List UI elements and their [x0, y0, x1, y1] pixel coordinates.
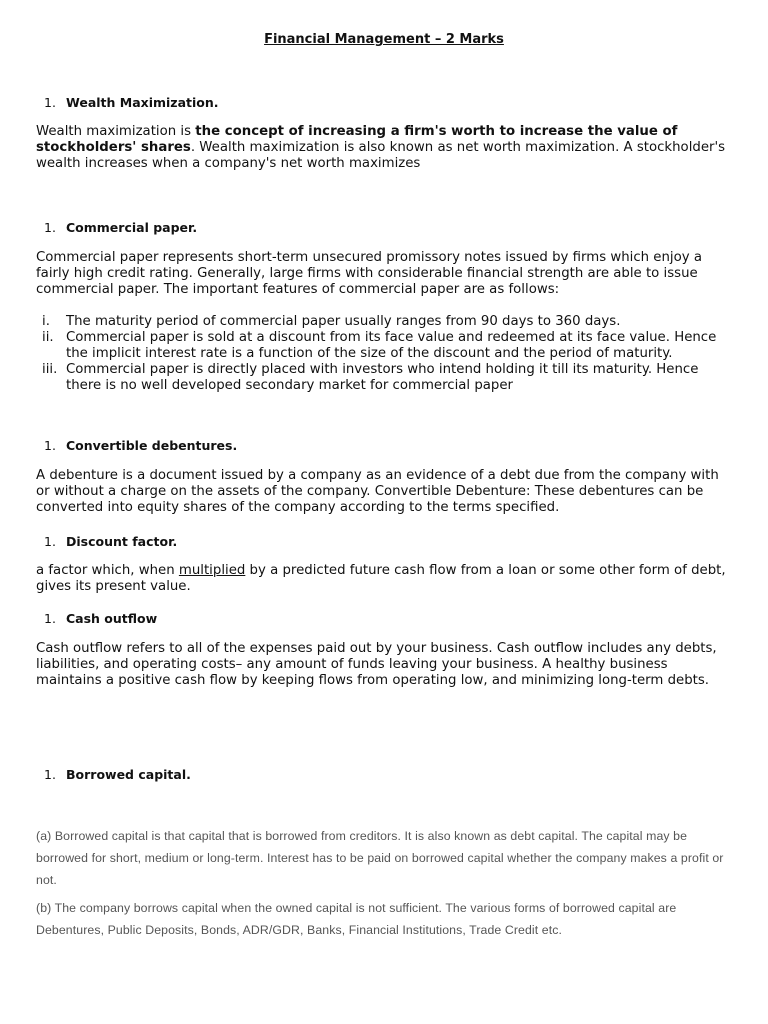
heading-text: Wealth Maximization. — [66, 95, 219, 110]
heading-convertible-debentures — [44, 438, 237, 454]
paragraph-text: Wealth maximization is — [36, 124, 196, 139]
heading-discount-factor — [44, 534, 177, 550]
paragraph-wealth-maximization — [36, 124, 736, 172]
list-item-text: The maturity period of commercial paper usually ranges from 90 days to 360 days. — [66, 314, 621, 329]
heading-number: 1. — [44, 767, 56, 782]
list-item — [36, 362, 736, 394]
paragraph-cash-outflow: Cash outflow refers to all of the expenses paid out by your business. Cash outflow includes any debts, liabilities, and operating costs– any amount of funds leaving your business. A healthy business maintains a positive cash flow by keeping flows from operating low, and minimizing long-term debts. — [36, 641, 717, 688]
list-item — [36, 314, 736, 330]
heading-text: Borrowed capital. — [66, 767, 191, 782]
heading-text: Discount factor. — [66, 534, 178, 549]
heading-number: 1. — [44, 611, 56, 626]
underlined-text: multiplied — [178, 563, 246, 578]
paragraph-bold-text: the concept of increasing a firm's worth to increase the value of stockholders' shares — [36, 124, 678, 155]
paragraph-borrowed-capital-b: (b) The company borrows capital when the owned capital is not sufficient. The various forms of borrowed capital are Debentures, Public Deposits, Bonds, ADR/GDR, Banks, Financial Institutions, Trade Credit etc. — [36, 901, 677, 937]
heading-text: Convertible debentures. — [66, 438, 238, 453]
list-marker: i. — [42, 314, 50, 329]
paragraph-commercial-paper: Commercial paper represents short-term unsecured promissory notes issued by firms which enjoy a fairly high credit rating. Generally, large firms with considerable financial strength are able to issue commercial paper. The important features of commercial paper are as follows: — [36, 250, 702, 297]
paragraph-text: a factor which, when — [36, 563, 179, 578]
paragraph-convertible-debentures: A debenture is a document issued by a company as an evidence of a debt due from the company with or without a charge on the assets of the company. Convertible Debenture: These debentures can be converted into equity shares of the company according to the terms specified. — [36, 468, 719, 515]
heading-cash-outflow — [44, 611, 157, 627]
commercial-paper-features-list — [36, 314, 736, 394]
document-title: Financial Management – 2 Marks — [264, 32, 504, 47]
paragraph-text: . Wealth maximization is also known as net worth maximization. A stockholder's wealth increases when a company's net worth maximizes — [36, 140, 726, 171]
list-marker: ii. — [42, 330, 54, 345]
paragraph-borrowed-capital-a: (a) Borrowed capital is that capital that is borrowed from creditors. It is also known as debt capital. The capital may be borrowed for short, medium or long-term. Interest has to be paid on borrowed capital whether the company makes a profit or not. — [36, 829, 724, 887]
heading-borrowed-capital — [44, 767, 191, 783]
list-item-text: Commercial paper is directly placed with investors who intend holding it till its maturity. Hence there is no well developed secondary market for commercial paper — [66, 362, 699, 393]
list-item-text: Commercial paper is sold at a discount from its face value and redeemed at its face value. Hence the implicit interest rate is a function of the size of the discount and the period of maturity. — [66, 330, 717, 361]
heading-number: 1. — [44, 220, 56, 235]
paragraph-text: by a predicted future cash flow from a loan or some other form of debt, gives its present value. — [36, 563, 726, 594]
heading-number: 1. — [44, 438, 56, 453]
list-marker: iii. — [42, 362, 58, 377]
heading-wealth-maximization — [44, 95, 219, 111]
heading-number: 1. — [44, 95, 56, 110]
heading-commercial-paper — [44, 220, 197, 236]
list-item — [36, 330, 736, 362]
heading-text: Cash outflow — [66, 611, 158, 626]
paragraph-discount-factor — [36, 563, 736, 595]
heading-number: 1. — [44, 534, 56, 549]
heading-text: Commercial paper. — [66, 220, 198, 235]
